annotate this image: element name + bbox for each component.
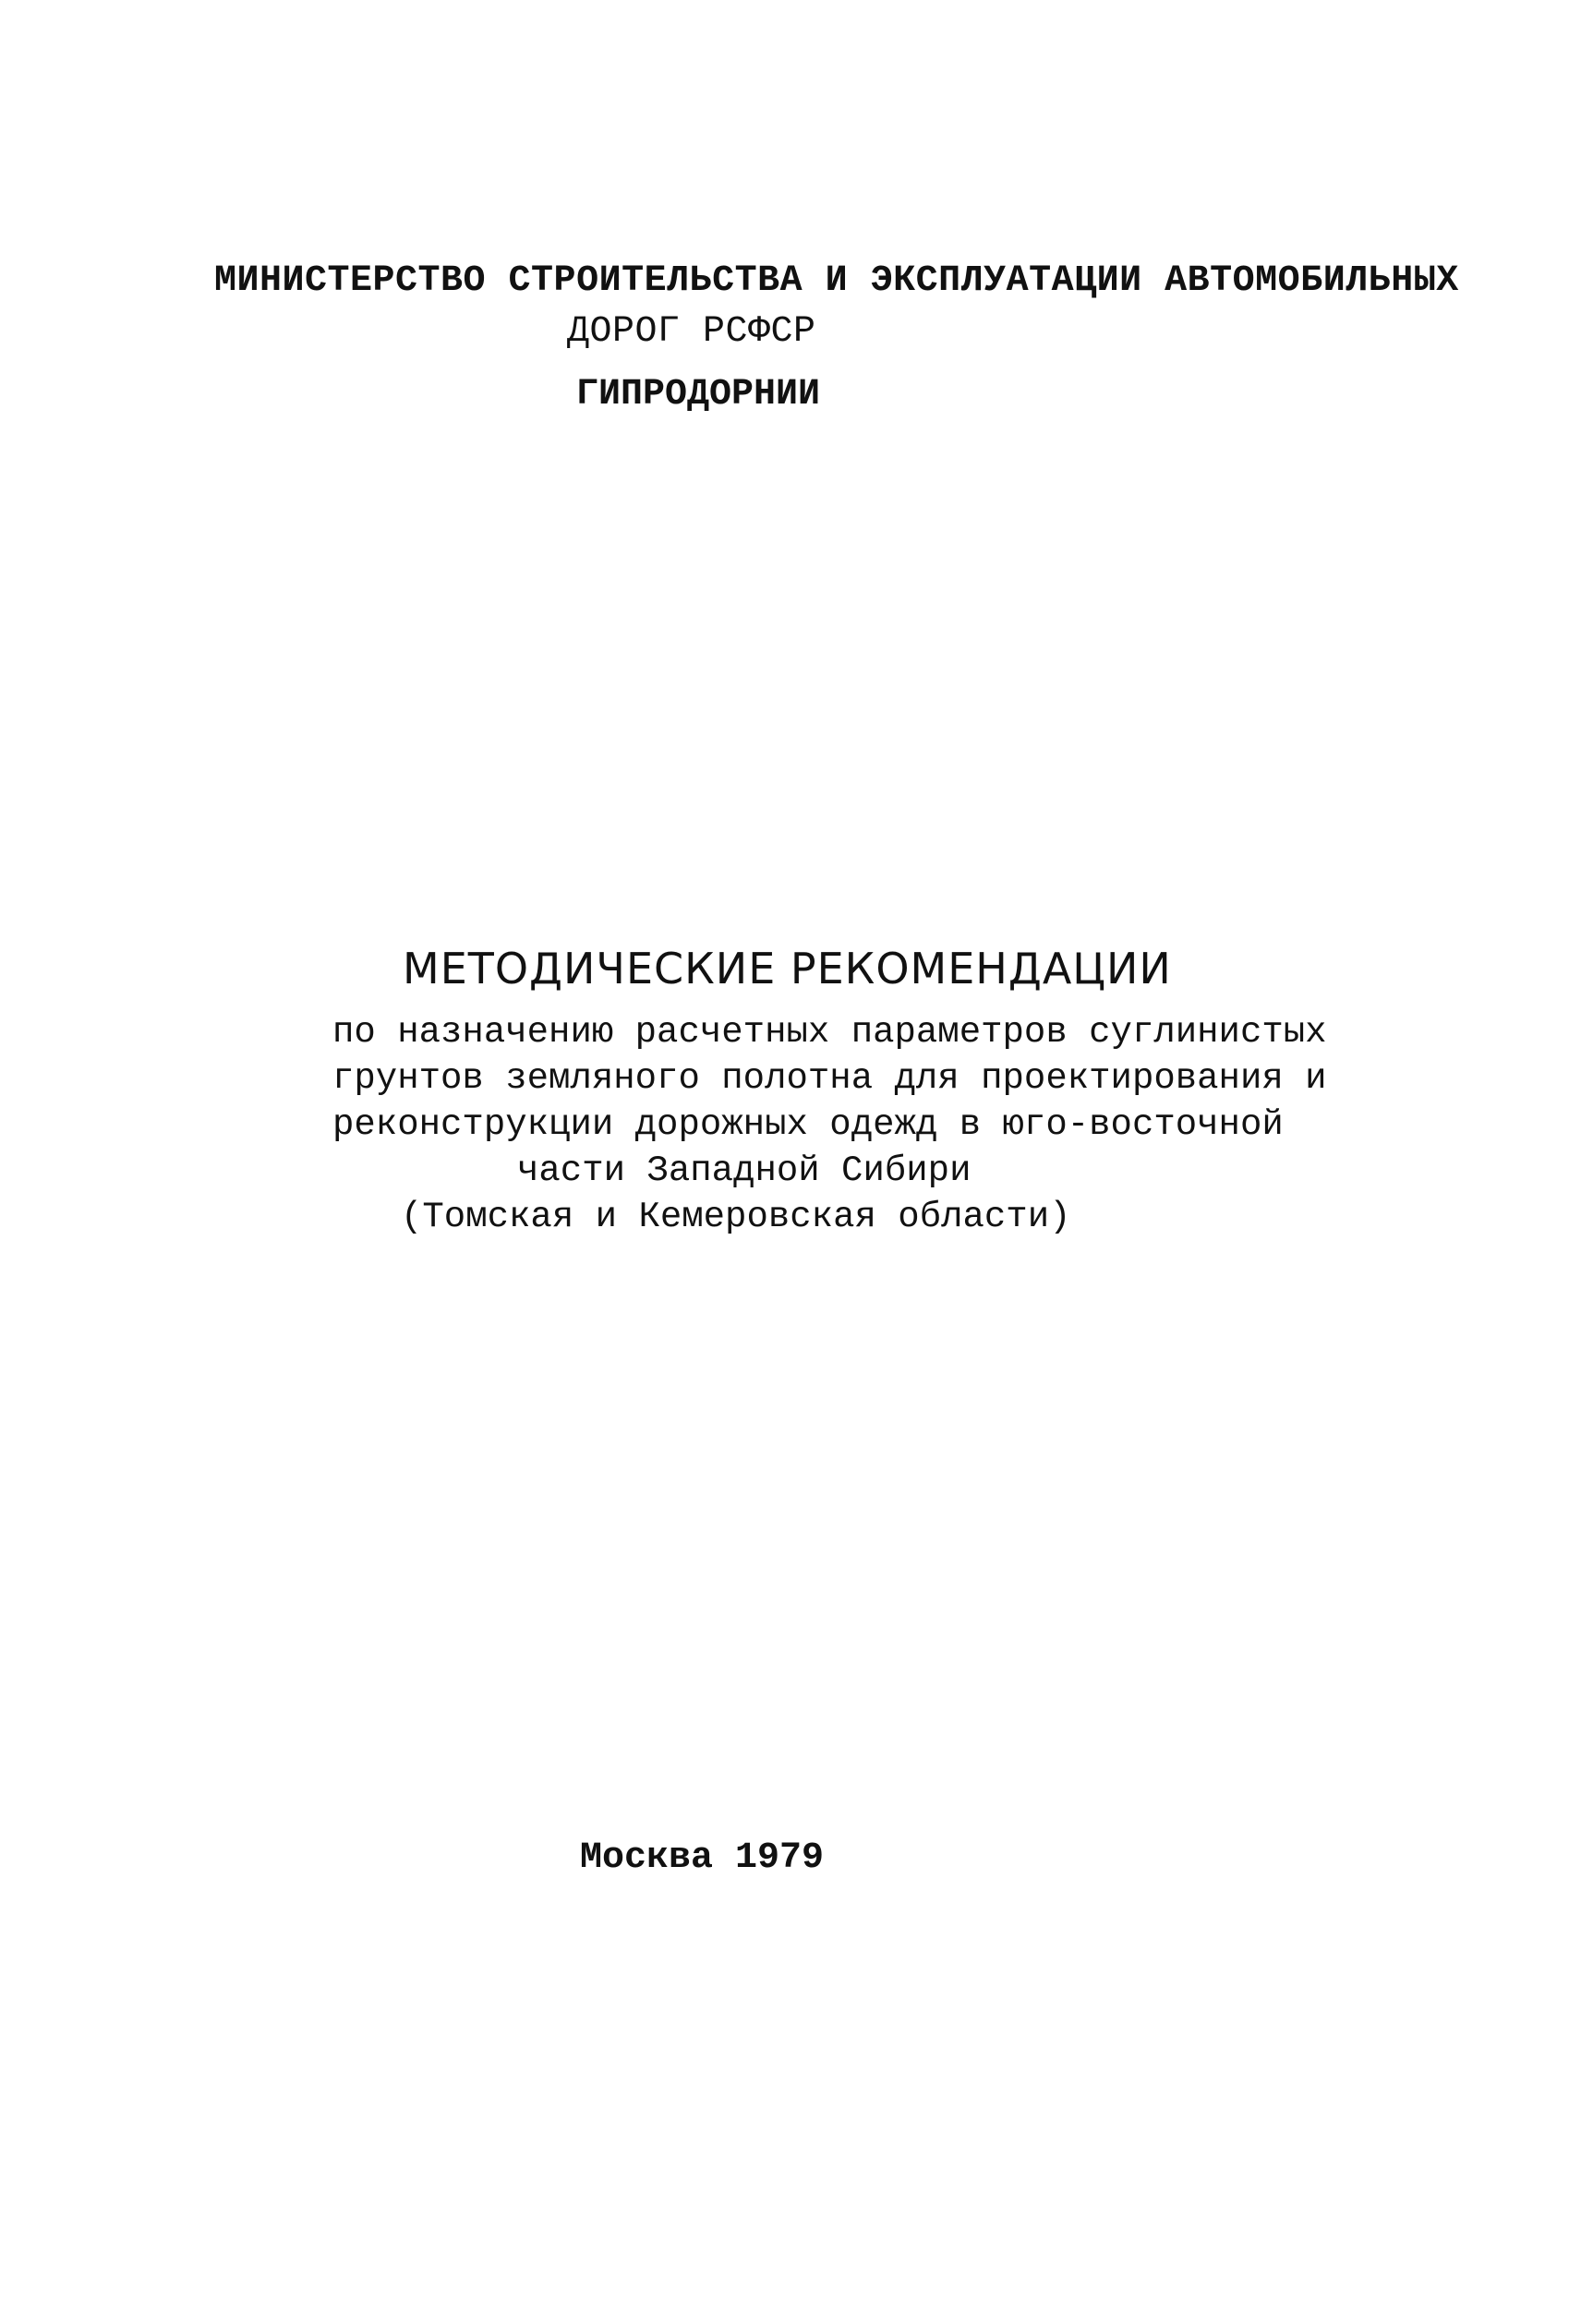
subtitle-line-5: (Томская и Кемеровская области): [401, 1197, 1071, 1237]
subtitle-line-1: по назначению расчетных параметров суглинистых: [332, 1012, 1327, 1053]
ministry-name-line-1: МИНИСТЕРСТВО СТРОИТЕЛЬСТВА И ЭКСПЛУАТАЦИИ АВТОМОБИЛЬНЫХ: [214, 260, 1459, 302]
document-title: МЕТОДИЧЕСКИЕ РЕКОМЕНДАЦИИ: [403, 944, 1172, 993]
imprint-city-year: Москва 1979: [580, 1837, 825, 1879]
subtitle-line-4: части Западной Сибири: [517, 1150, 972, 1191]
subtitle-line-2: грунтов земляного полотна для проектирования и: [332, 1058, 1327, 1099]
institute-name: ГИПРОДОРНИИ: [576, 374, 821, 415]
subtitle-line-3: реконструкции дорожных одежд в юго-восточной: [332, 1104, 1284, 1145]
ministry-name-line-2: ДОРОГ РСФСР: [567, 311, 816, 353]
